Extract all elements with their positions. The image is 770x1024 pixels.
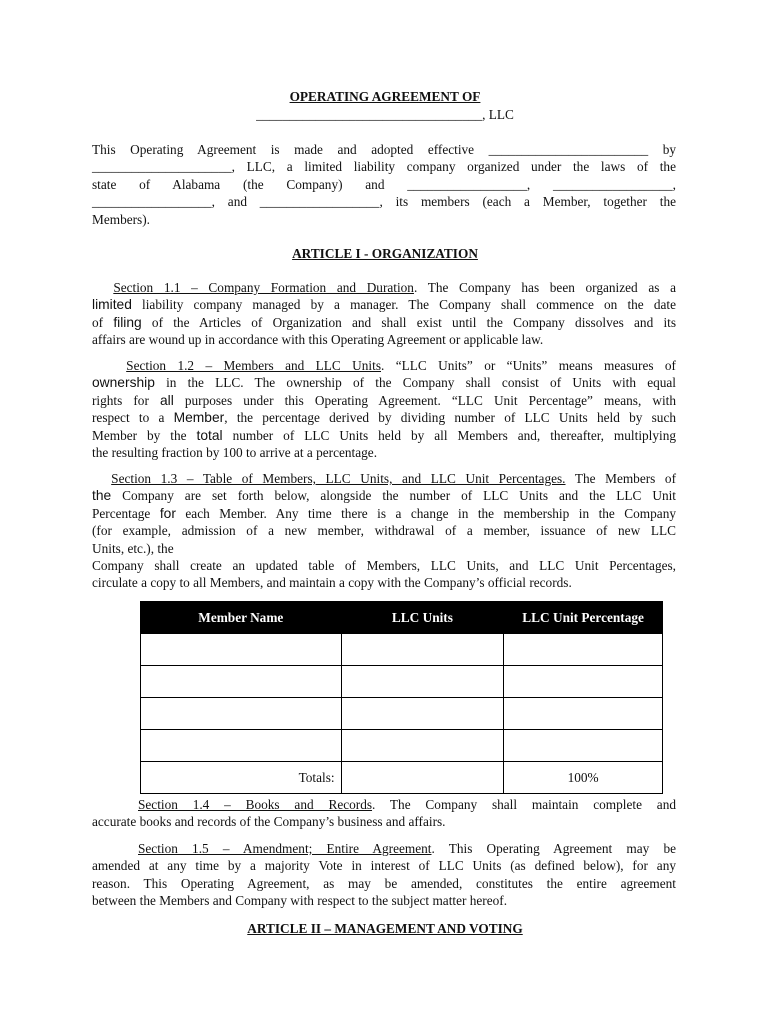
section-line	[92, 505, 676, 522]
section-line	[92, 840, 676, 857]
table-header-row	[141, 602, 663, 634]
section-line	[92, 427, 676, 444]
totals-row	[141, 762, 663, 794]
section-text: . The Company shall maintain complete and	[372, 797, 676, 812]
section-1-1	[92, 279, 676, 349]
section-text: of	[92, 314, 114, 330]
table-cell[interactable]	[504, 666, 663, 698]
section-1-3-title: Section 1.3 – Table of Members, LLC Units, and LLC Unit Percentages.	[111, 471, 566, 486]
table-cell[interactable]	[341, 730, 504, 762]
section-line	[92, 796, 676, 813]
table-cell[interactable]	[341, 698, 504, 730]
table-cell[interactable]	[504, 634, 663, 666]
section-1-4	[92, 796, 676, 831]
section-line	[92, 392, 676, 409]
section-word: the	[92, 488, 112, 504]
members-table	[140, 601, 663, 794]
section-1-3	[92, 470, 676, 592]
section-line	[92, 409, 676, 426]
section-line	[92, 374, 676, 391]
table-cell[interactable]	[141, 666, 342, 698]
section-text: Member by the	[92, 427, 197, 443]
table-cell[interactable]	[341, 634, 504, 666]
table-cell[interactable]	[141, 698, 342, 730]
section-line: the resulting fraction by 100 to arrive at a percentage.	[92, 445, 378, 461]
section-text: in the LLC. The ownership of the Company shall consist of Units with equal	[154, 375, 676, 391]
header-llc-units: LLC Units	[341, 602, 504, 634]
section-1-4-title: Section 1.4 – Books and Records	[138, 797, 373, 812]
section-1-2	[92, 357, 676, 461]
section-line: reason. This Operating Agreement, as may be amended, constitutes the entire agreement	[92, 875, 676, 891]
header-member-name: Member Name	[141, 602, 342, 634]
intro-line: _____________________, LLC, a limited liability company organized under the laws of the	[92, 159, 676, 175]
section-line	[92, 470, 676, 487]
totals-label: Totals:	[141, 762, 342, 794]
section-word: total	[196, 427, 223, 443]
section-text: number of LLC Units held by all Members and, thereafter, multiplying	[222, 427, 676, 443]
table-cell[interactable]	[504, 698, 663, 730]
section-text: respect to a	[92, 410, 174, 426]
section-line: amended at any time by a majority Vote in interest of LLC Units (as defined below), for any	[92, 858, 676, 874]
section-line: accurate books and records of the Company’s business and affairs.	[92, 814, 446, 830]
section-line: (for example, admission of a new member, withdrawal of a member, issuance of new LLC	[92, 523, 676, 539]
section-line: circulate a copy to all Members, and maintain a copy with the Company’s official records.	[92, 575, 572, 591]
section-line: Company shall create an updated table of Members, LLC Units, and LLC Unit Percentages,	[92, 558, 676, 574]
table-row	[141, 666, 663, 698]
section-word: Member	[173, 410, 225, 426]
table-row	[141, 730, 663, 762]
section-line	[92, 357, 676, 374]
intro-paragraph	[92, 141, 676, 228]
table-row	[141, 634, 663, 666]
section-text: each Member. Any time there is a change in the membership in the Company	[175, 505, 677, 521]
article-2-heading: ARTICLE II – MANAGEMENT AND VOTING	[247, 921, 523, 936]
section-line	[92, 296, 676, 313]
section-text: liability company managed by a manager. The Company shall commence on the date	[131, 297, 676, 313]
section-1-1-title: Section 1.1 – Company Formation and Duration	[113, 280, 414, 295]
table-cell[interactable]	[141, 730, 342, 762]
section-line: between the Members and Company with respect to the subject matter hereof.	[92, 893, 508, 909]
section-word: filing	[113, 314, 142, 330]
section-text: . This Operating Agreement may be	[431, 841, 676, 856]
section-line: Units, etc.), the	[92, 540, 174, 556]
section-1-5-title: Section 1.5 – Amendment; Entire Agreement	[138, 841, 432, 856]
section-line	[92, 314, 676, 331]
section-text: Company are set forth below, alongside the number of LLC Units and the LLC Unit	[111, 488, 676, 504]
section-word: all	[159, 392, 174, 408]
totals-units-cell[interactable]	[341, 762, 504, 794]
document-title: OPERATING AGREEMENT OF	[289, 89, 481, 104]
section-1-5	[92, 840, 676, 910]
section-text: Percentage	[92, 505, 160, 521]
section-text: , the percentage derived by dividing number of LLC Units held by such	[224, 410, 677, 426]
section-line	[92, 487, 676, 504]
header-llc-unit-percentage: LLC Unit Percentage	[504, 602, 663, 634]
intro-line: __________________, and __________________, its members (each a Member, together the	[92, 194, 676, 210]
table-row	[141, 698, 663, 730]
totals-percentage: 100%	[504, 762, 663, 794]
section-text: of the Articles of Organization and shall exist until the Company dissolves and its	[141, 314, 677, 330]
table-cell[interactable]	[341, 666, 504, 698]
article-1-heading: ARTICLE I - ORGANIZATION	[292, 246, 478, 261]
section-word: for	[159, 505, 176, 521]
section-1-2-title: Section 1.2 – Members and LLC Units	[126, 358, 381, 373]
section-text: . “LLC Units” or “Units” means measures of	[381, 358, 676, 373]
table-cell[interactable]	[141, 634, 342, 666]
section-word: limited	[92, 297, 132, 313]
intro-line: This Operating Agreement is made and adopted effective ________________________ by	[92, 142, 676, 157]
intro-line: state of Alabama (the Company) and __________________, __________________,	[92, 176, 676, 192]
section-text: The Members of	[565, 471, 676, 486]
llc-name-line: __________________________________, LLC	[256, 107, 514, 122]
section-text: . The Company has been organized as a	[413, 280, 676, 295]
section-word: ownership	[92, 375, 155, 391]
section-line: affairs are wound up in accordance with this Operating Agreement or applicable law.	[92, 332, 544, 348]
section-text: purposes under this Operating Agreement. “LLC Unit Percentage” means, with	[173, 392, 676, 408]
intro-line: Members).	[92, 211, 150, 227]
table-cell[interactable]	[504, 730, 663, 762]
section-text: rights for	[92, 392, 160, 408]
section-line	[92, 279, 676, 296]
